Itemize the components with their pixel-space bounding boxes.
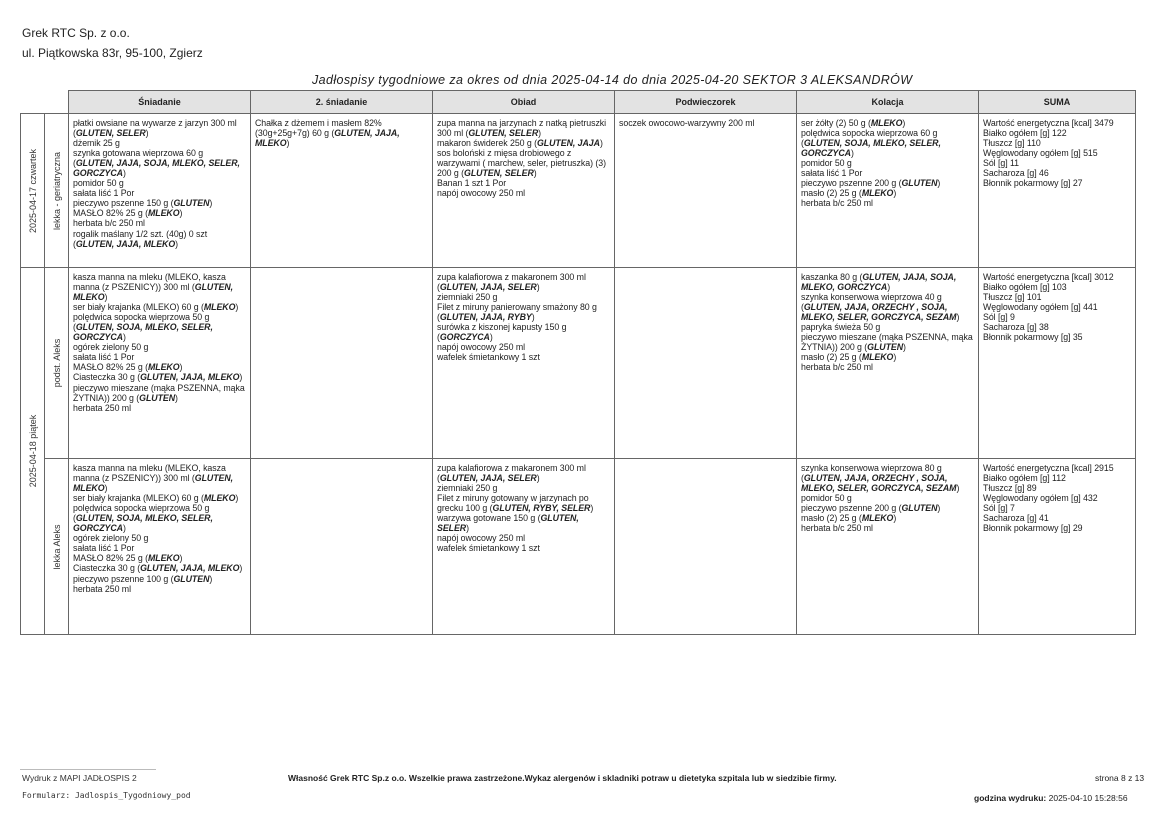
footer-source: Wydruk z MAPI JADŁOSPIS 2: [22, 773, 137, 783]
food-item: Sól [g] 9: [983, 312, 1015, 323]
footer-form: Formularz: Jadlospis_Tygodniowy_pod: [22, 791, 191, 800]
meal-cell-sniadanie: [69, 268, 251, 459]
date-label: 2025-04-18 piątek: [27, 414, 38, 488]
sum-cell: [979, 268, 1136, 459]
food-item: Filet z miruny panierowany smażony 80 g (GLUTEN, JAJA, RYBY): [437, 302, 597, 323]
food-item: zupa kalafiorowa z makaronem 300 ml (GLUTEN, JAJA, SELER): [437, 272, 586, 293]
food-item: polędwica sopocka wieprzowa 60 g (GLUTEN, SOJA, MLEKO, SELER, GORCZYCA): [801, 128, 941, 159]
company-block: [22, 23, 203, 63]
food-item: masło (2) 25 g (MLEKO): [801, 188, 897, 199]
food-item: szynka konserwowa wieprzowa 40 g (GLUTEN, JAJA, ORZECHY , SOJA, MLEKO, SELER, GORCZYCA, SEZAM): [801, 292, 960, 323]
food-item: płatki owsiane na wywarze z jarzyn 300 ml (GLUTEN, SELER): [73, 118, 237, 139]
print-time-value: 2025-04-10 15:28:56: [1048, 793, 1128, 803]
food-item: Sacharoza [g] 46: [983, 168, 1049, 179]
food-item: pieczywo mieszane (mąka PSZENNA, mąka ŻYTNIA)) 200 g (GLUTEN): [73, 382, 245, 403]
meal-items: [69, 459, 250, 597]
meal-cell-obiad: [433, 114, 615, 268]
food-item: herbata 250 ml: [73, 402, 131, 413]
footer-ownership: Własność Grek RTC Sp.z o.o. Wszelkie prawa zastrzeżone.Wykaz alergenów i skladniki potraw u dietetyka szpitala lub w siedzibie firmy.: [288, 773, 837, 783]
page-number: strona 8 z 13: [1095, 773, 1145, 783]
meal-cell-obiad: [433, 268, 615, 459]
meal-cell-sniadanie: [69, 459, 251, 635]
food-item: Błonnik pokarmowy [g] 29: [983, 523, 1083, 534]
table-row: [21, 459, 1136, 635]
food-item: ziemniaki 250 g: [437, 292, 498, 303]
meal-items: [797, 459, 978, 536]
food-item: Białko ogółem [g] 112: [983, 473, 1066, 484]
meal-items: [615, 114, 796, 131]
food-item: herbata b/c 250 ml: [73, 218, 145, 229]
food-item: Wartość energetyczna [kcal] 3479: [983, 118, 1114, 128]
food-item: polędwica sopocka wieprzowa 50 g (GLUTEN, SOJA, MLEKO, SELER, GORCZYCA): [73, 312, 213, 343]
header-sniadanie: Śniadanie: [69, 91, 251, 114]
food-item: sos boloński z mięsa drobiowego z warzywami ( marchew, seler, pietruszka) (3) 200 g (GLUTEN, SELER): [437, 148, 606, 179]
food-item: ser biały krajanka (MLEKO) 60 g (MLEKO): [73, 302, 239, 313]
meal-items: [797, 114, 978, 211]
food-item: Filet z miruny gotowany w jarzynach po grecku 100 g (GLUTEN, RYBY, SELER): [437, 493, 594, 514]
meal-cell-obiad: [433, 459, 615, 635]
food-item: Sacharoza [g] 38: [983, 322, 1049, 333]
food-item: polędwica sopocka wieprzowa 50 g (GLUTEN, SOJA, MLEKO, SELER, GORCZYCA): [73, 503, 213, 534]
diet-cell: [45, 459, 69, 635]
food-item: sałata liść 1 Por: [801, 168, 863, 179]
date-cell: [21, 114, 45, 268]
food-item: pieczywo pszenne 100 g (GLUTEN): [73, 573, 213, 584]
food-item: Chałka z dżemem i masłem 82% (30g+25g+7g) 60 g (GLUTEN, JAJA, MLEKO): [255, 118, 400, 149]
meal-cell-kolacja: [797, 268, 979, 459]
food-item: Wartość energetyczna [kcal] 2915: [983, 463, 1114, 473]
food-item: ziemniaki 250 g: [437, 483, 498, 494]
food-item: napój owocowy 250 ml: [437, 342, 525, 353]
meal-items: [69, 114, 250, 252]
header-row: [21, 91, 1136, 114]
food-item: Sól [g] 11: [983, 158, 1020, 169]
menu-table: [20, 90, 1136, 635]
food-item: Węglowodany ogółem [g] 441: [983, 302, 1098, 313]
meal-cell-sniadanie: [69, 114, 251, 268]
meal-items: [797, 268, 978, 375]
meal-items: [433, 459, 614, 556]
date-cell: [21, 268, 45, 635]
table-row: [21, 268, 1136, 459]
meal-items: [433, 114, 614, 201]
food-item: wafelek śmietankowy 1 szt: [437, 352, 540, 363]
print-time-label: godzina wydruku:: [974, 793, 1047, 803]
food-item: Ciasteczka 30 g (GLUTEN, JAJA, MLEKO): [73, 563, 243, 574]
food-item: ser żółty (2) 50 g (MLEKO): [801, 118, 906, 128]
nutrition-summary: [979, 114, 1135, 191]
diet-cell: [45, 114, 69, 268]
food-item: zupa kalafiorowa z makaronem 300 ml (GLUTEN, JAJA, SELER): [437, 463, 586, 484]
food-item: napój owocowy 250 ml: [437, 533, 525, 544]
food-item: Banan 1 szt 1 Por: [437, 178, 507, 189]
food-item: pomidor 50 g: [801, 493, 852, 504]
food-item: pieczywo mieszane (mąka PSZENNA, mąka ŻYTNIA)) 200 g (GLUTEN): [801, 332, 973, 353]
food-item: Węglowodany ogółem [g] 515: [983, 148, 1098, 159]
company-address: ul. Piątkowska 83r, 95-100, Zgierz: [22, 46, 203, 60]
nutrition-summary: [979, 268, 1135, 345]
meal-items: [615, 268, 796, 275]
food-item: sałata liść 1 Por: [73, 543, 135, 554]
food-item: herbata b/c 250 ml: [801, 362, 873, 373]
food-item: Białko ogółem [g] 122: [983, 128, 1067, 139]
meal-items: [433, 268, 614, 365]
food-item: ogórek zielony 50 g: [73, 342, 149, 353]
sum-cell: [979, 114, 1136, 268]
food-item: Sacharoza [g] 41: [983, 513, 1049, 524]
header-2-sniadanie: 2. śniadanie: [251, 91, 433, 114]
food-item: ogórek zielony 50 g: [73, 533, 149, 544]
meal-cell-kolacja: [797, 114, 979, 268]
sum-cell: [979, 459, 1136, 635]
meal-items: [615, 459, 796, 466]
food-item: pomidor 50 g: [801, 158, 852, 169]
food-item: herbata b/c 250 ml: [801, 198, 873, 209]
meal-cell-podwieczorek: [615, 268, 797, 459]
header-podwieczorek: Podwieczorek: [615, 91, 797, 114]
food-item: MASŁO 82% 25 g (MLEKO): [73, 208, 183, 219]
food-item: sałata liść 1 Por: [73, 188, 135, 199]
print-time-block: [974, 793, 1128, 803]
food-item: Tłuszcz [g] 101: [983, 292, 1042, 303]
meal-items: [69, 268, 250, 416]
food-item: masło (2) 25 g (MLEKO): [801, 513, 897, 524]
food-item: papryka świeża 50 g: [801, 322, 881, 333]
food-item: Tłuszcz [g] 89: [983, 483, 1037, 494]
meal-cell-podwieczorek: [615, 459, 797, 635]
food-item: makaron świderek 250 g (GLUTEN, JAJA): [437, 138, 603, 149]
food-item: szynka konserwowa wieprzowa 80 g (GLUTEN, JAJA, ORZECHY , SOJA, MLEKO, SELER, GORCZYCA, SEZAM): [801, 463, 960, 494]
food-item: Ciasteczka 30 g (GLUTEN, JAJA, MLEKO): [73, 372, 243, 383]
food-item: szynka gotowana wieprzowa 60 g (GLUTEN, JAJA, SOJA, MLEKO, SELER, GORCZYCA): [73, 148, 240, 179]
food-item: MASŁO 82% 25 g (MLEKO): [73, 553, 183, 564]
header-kolacja: Kolacja: [797, 91, 979, 114]
food-item: dżemik 25 g: [73, 138, 120, 149]
date-label: 2025-04-17 czwartek: [27, 148, 38, 233]
company-name: Grek RTC Sp. z o.o.: [22, 26, 130, 40]
food-item: Białko ogółem [g] 103: [983, 282, 1067, 293]
meal-cell-podwieczorek: [615, 114, 797, 268]
food-item: pieczywo pszenne 200 g (GLUTEN): [801, 503, 941, 514]
food-item: herbata b/c 250 ml: [801, 523, 873, 534]
food-item: surówka z kiszonej kapusty 150 g (GORCZYCA): [437, 322, 567, 343]
document-title: Jadłospisy tygodniowe za okres od dnia 2025-04-14 do dnia 2025-04-20 SEKTOR 3 ALEKSANDRÓW: [312, 73, 913, 87]
food-item: Tłuszcz [g] 110: [983, 138, 1041, 149]
food-item: zupa manna na jarzynach z natką pietruszki 300 ml (GLUTEN, SELER): [437, 118, 607, 139]
food-item: MASŁO 82% 25 g (MLEKO): [73, 362, 183, 373]
food-item: napój owocowy 250 ml: [437, 188, 525, 199]
food-item: Błonnik pokarmowy [g] 35: [983, 332, 1083, 343]
food-item: ser biały krajanka (MLEKO) 60 g (MLEKO): [73, 493, 239, 504]
meal-items: [251, 459, 432, 466]
nutrition-summary: [979, 459, 1135, 536]
header-corner: [21, 91, 69, 114]
food-item: herbata 250 ml: [73, 583, 131, 594]
food-item: kasza manna na mleku (MLEKO, kasza manna (z PSZENICY)) 300 ml (GLUTEN, MLEKO): [73, 272, 234, 303]
food-item: rogalik maślany 1/2 szt. (40g) 0 szt (GLUTEN, JAJA, MLEKO): [73, 228, 208, 249]
food-item: kaszanka 80 g (GLUTEN, JAJA, SOJA, MLEKO, GORCZYCA): [801, 272, 957, 293]
meal-items: [251, 114, 432, 151]
header-suma: SUMA: [979, 91, 1136, 114]
meal-cell-2-sniadanie: [251, 459, 433, 635]
meal-cell-kolacja: [797, 459, 979, 635]
meal-cell-2-sniadanie: [251, 268, 433, 459]
food-item: pieczywo pszenne 200 g (GLUTEN): [801, 178, 941, 189]
diet-label: podst. Aleks: [51, 338, 62, 388]
diet-label: lekka - geriatryczna: [51, 151, 62, 230]
meal-cell-2-sniadanie: [251, 114, 433, 268]
footer-divider: [20, 769, 156, 770]
food-item: Błonnik pokarmowy [g] 27: [983, 178, 1083, 189]
food-item: pieczywo pszenne 150 g (GLUTEN): [73, 198, 213, 209]
food-item: Wartość energetyczna [kcal] 3012: [983, 272, 1114, 282]
diet-cell: [45, 268, 69, 459]
food-item: sałata liść 1 Por: [73, 352, 135, 363]
meal-items: [251, 268, 432, 275]
diet-label: lekka Aleks: [51, 523, 62, 570]
food-item: warzywa gotowane 150 g (GLUTEN, SELER): [437, 513, 579, 534]
food-item: soczek owocowo-warzywny 200 ml: [619, 118, 755, 128]
food-item: Sól [g] 7: [983, 503, 1015, 514]
food-item: pomidor 50 g: [73, 178, 124, 189]
food-item: kasza manna na mleku (MLEKO, kasza manna (z PSZENICY)) 300 ml (GLUTEN, MLEKO): [73, 463, 234, 494]
food-item: wafelek śmietankowy 1 szt: [437, 543, 540, 554]
header-obiad: Obiad: [433, 91, 615, 114]
food-item: masło (2) 25 g (MLEKO): [801, 352, 897, 363]
food-item: Węglowodany ogółem [g] 432: [983, 493, 1098, 504]
table-row: [21, 114, 1136, 268]
